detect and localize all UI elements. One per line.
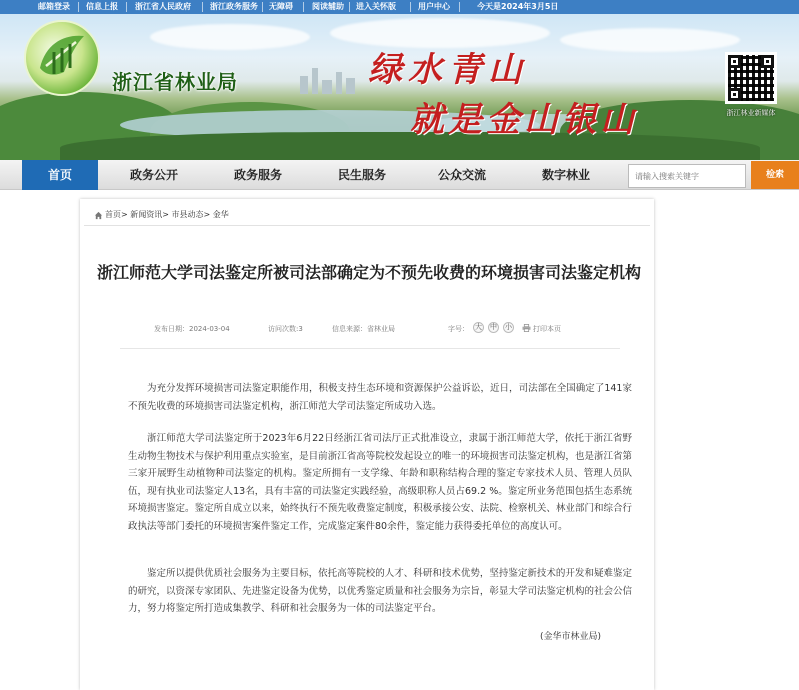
banner-slogan-line2: 就是金山银山: [410, 100, 638, 140]
nav-item-public-exchange[interactable]: 公众交流: [437, 168, 486, 182]
banner-building: [300, 76, 308, 94]
banner-cloud: [560, 28, 740, 52]
qr-caption: 浙江林业新媒体: [726, 109, 776, 117]
topbar-separator: [410, 2, 411, 12]
breadcrumb-separator: >: [162, 210, 169, 219]
breadcrumb-jinhua[interactable]: 金华: [212, 210, 229, 219]
banner-slogan-line1: 绿水青山: [368, 50, 528, 90]
search-button[interactable]: 检索: [751, 161, 799, 189]
nav-item-gov-services[interactable]: 政务服务: [233, 168, 282, 182]
top-utility-bar: [0, 0, 799, 14]
topbar-separator: [202, 2, 203, 12]
site-logo[interactable]: [24, 20, 100, 96]
nav-item-livelihood[interactable]: 民生服务: [337, 168, 386, 182]
topbar-separator: [349, 2, 350, 12]
breadcrumb-news[interactable]: 新闻资讯: [130, 210, 163, 219]
breadcrumb-county-news[interactable]: 市县动态: [171, 210, 204, 219]
meta-divider: [120, 348, 620, 349]
site-name: 浙江省林业局: [112, 70, 238, 94]
article-paragraph: 鉴定所以提供优质社会服务为主要目标，依托高等院校的人才、科研和技术优势，坚持鉴定新技术的开发和疑难鉴定的研究，以资深专家团队、先进鉴定设备为优势，以优秀鉴定质量和社会服务为宗旨，彰显大学司法鉴定机构的社会公信力，努力将鉴定所打造成集教学、科研和社会服务为一体的司法鉴定平台。: [128, 568, 632, 614]
font-size-small-button[interactable]: 小: [505, 323, 512, 331]
search-input[interactable]: [628, 164, 746, 188]
topbar-link-mail-login[interactable]: 邮箱登录: [38, 2, 70, 11]
topbar-separator: [303, 2, 304, 12]
nav-item-home[interactable]: 首页: [22, 160, 98, 190]
article-paragraph: 为充分发挥环境损害司法鉴定职能作用，积极支持生态环境和资源保护公益诉讼，近日，司法部在全国确定了141家不预先收费的环境损害司法鉴定机构，浙江师范大学司法鉴定所成功入选。: [128, 383, 632, 412]
banner-building: [346, 78, 355, 94]
article-title: 浙江师范大学司法鉴定所被司法部确定为不预先收费的环境损害司法鉴定机构: [96, 263, 641, 282]
topbar-link-reading-aid[interactable]: 阅读辅助: [312, 2, 344, 11]
qr-finder: [728, 88, 741, 101]
article-source-footer: (金华市林业局): [540, 632, 602, 642]
font-size-large-button[interactable]: 大: [475, 323, 482, 331]
banner-building: [322, 80, 332, 94]
info-source: 信息来源：省林业局: [332, 325, 395, 333]
qr-code: [725, 52, 777, 104]
font-size-label: 字号：: [448, 325, 469, 333]
banner-building: [312, 68, 318, 94]
breadcrumb-separator: >: [203, 210, 211, 219]
publish-date: 发布日期：2024-03-04: [154, 325, 230, 333]
home-icon: [94, 211, 103, 220]
banner-cloud: [150, 24, 310, 50]
print-page-link[interactable]: 打印本页: [533, 325, 561, 333]
logo-leaf-icon: [26, 22, 98, 94]
topbar-link-report[interactable]: 信息上报: [86, 2, 118, 11]
topbar-link-care-mode[interactable]: 进入关怀版: [356, 2, 396, 11]
topbar-separator: [262, 2, 263, 12]
banner-building: [336, 72, 342, 94]
topbar-separator: [459, 2, 460, 12]
visit-count: 访问次数:3: [268, 325, 303, 333]
nav-item-digital-forestry[interactable]: 数字林业: [541, 168, 590, 182]
font-size-medium-button[interactable]: 中: [490, 323, 497, 331]
qr-code-pattern: [728, 55, 774, 101]
qr-finder: [761, 55, 774, 68]
breadcrumb-divider: [84, 225, 650, 226]
topbar-link-user-center[interactable]: 用户中心: [418, 2, 450, 11]
article-paragraph: 浙江师范大学司法鉴定所于2023年6月22日经浙江省司法厅正式批准设立，隶属于浙江师范大学，依托于浙江省野生动物生物技术与保护利用重点实验室，是目前浙江省高等院校发起设立的唯一的环境损害司法鉴定机构，也是浙江省第三家开展野生动植物种司法鉴定的机构。鉴定所拥有一支学缘、年龄和职称结构合理的鉴定专家技术人员、管理人员队伍，现有执业司法鉴定人13名，具有丰富的司法鉴定实践经验，高级职称人员占69.2 %。鉴定所业务范围包括生态系统环境损害鉴定。鉴定所自成立以来，始终执行不预先收费鉴定制度，积极承接公安、法院、检察机关、林业部门和综合行政执法等部门委托的环境损害案件鉴定工作，完成鉴定案件80余件，鉴定能力获得委托单位的高度认可。: [128, 433, 632, 532]
topbar-date: 今天是2024年3月5日: [477, 2, 559, 11]
topbar-link-gov-services[interactable]: 浙江政务服务: [210, 2, 258, 11]
print-icon[interactable]: [522, 324, 531, 332]
topbar-link-accessibility[interactable]: 无障碍: [269, 2, 293, 11]
nav-item-gov-affairs[interactable]: 政务公开: [129, 168, 178, 182]
breadcrumb-separator: >: [121, 210, 128, 219]
breadcrumb: [94, 209, 229, 222]
topbar-link-provincial-gov[interactable]: 浙江省人民政府: [135, 2, 191, 11]
topbar-separator: [78, 2, 79, 12]
breadcrumb-home[interactable]: 首页: [105, 210, 121, 219]
topbar-separator: [126, 2, 127, 12]
qr-finder: [728, 55, 741, 68]
